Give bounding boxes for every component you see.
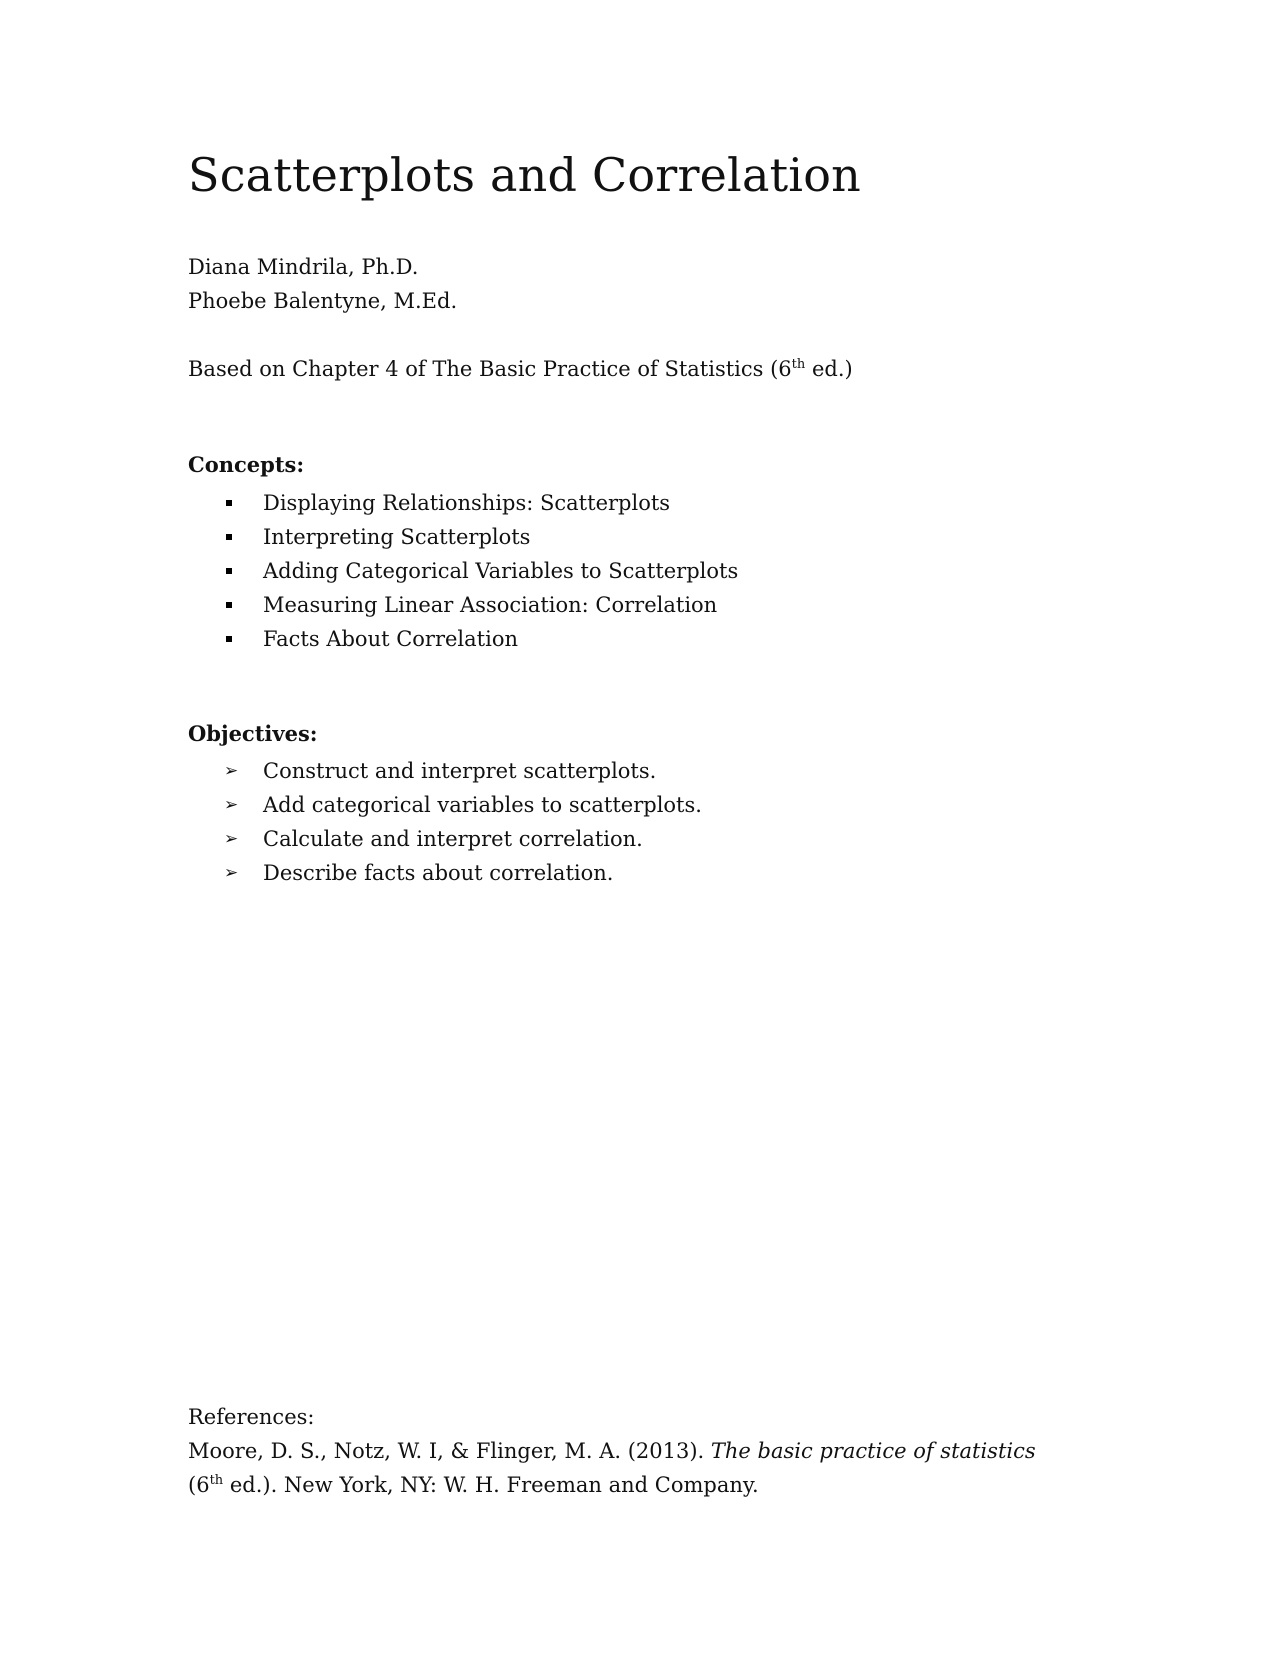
citation-edition: (6 [188,1473,210,1497]
authors-block [188,250,457,318]
objectives-heading: Objectives: [188,721,318,746]
document-title: Scatterplots and Correlation [188,148,861,202]
objective-item [188,788,702,822]
objective-item-text: Add categorical variables to scatterplots. [263,793,702,817]
concept-item [188,520,738,554]
objective-item [188,754,702,788]
based-on-line [188,352,853,386]
concepts-list [188,486,738,656]
based-on-prefix: Based on Chapter 4 of The Basic Practice of Statistics (6 [188,357,792,381]
arrow-bullet-icon: ➢ [224,863,239,883]
author-1: Diana Mindrila, Ph.D. [188,255,419,279]
concept-item-text: Measuring Linear Association: Correlation [263,593,718,617]
objective-item-text: Calculate and interpret correlation. [263,827,643,851]
citation-publisher: ed.). New York, NY: W. H. Freeman and Company. [223,1473,759,1497]
concept-item [188,554,738,588]
concept-item-text: Displaying Relationships: Scatterplots [263,491,671,515]
concept-item-text: Interpreting Scatterplots [263,525,531,549]
reference-citation [188,1434,1068,1502]
square-bullet-icon [226,602,232,608]
references-label: References: [188,1405,315,1429]
concept-item [188,588,738,622]
concept-item [188,622,738,656]
based-on-suffix: ed.) [805,357,853,381]
citation-authors: Moore, D. S., Notz, W. I, & Flinger, M. A. (2013). [188,1439,711,1463]
concept-item-text: Adding Categorical Variables to Scatterplots [263,559,739,583]
objectives-list [188,754,702,890]
based-on-sup: th [791,357,806,372]
arrow-bullet-icon: ➢ [224,829,239,849]
concept-item-text: Facts About Correlation [263,627,518,651]
square-bullet-icon [226,534,232,540]
author-2: Phoebe Balentyne, M.Ed. [188,289,458,313]
objective-item-text: Describe facts about correlation. [263,861,614,885]
citation-sup: th [209,1473,224,1488]
arrow-bullet-icon: ➢ [224,795,239,815]
square-bullet-icon [226,500,232,506]
objective-item [188,822,702,856]
square-bullet-icon [226,568,232,574]
concept-item [188,486,738,520]
square-bullet-icon [226,636,232,642]
concepts-heading: Concepts: [188,452,305,477]
objective-item [188,856,702,890]
objective-item-text: Construct and interpret scatterplots. [263,759,657,783]
citation-title: The basic practice of statistics [710,1439,1036,1463]
arrow-bullet-icon: ➢ [224,761,239,781]
